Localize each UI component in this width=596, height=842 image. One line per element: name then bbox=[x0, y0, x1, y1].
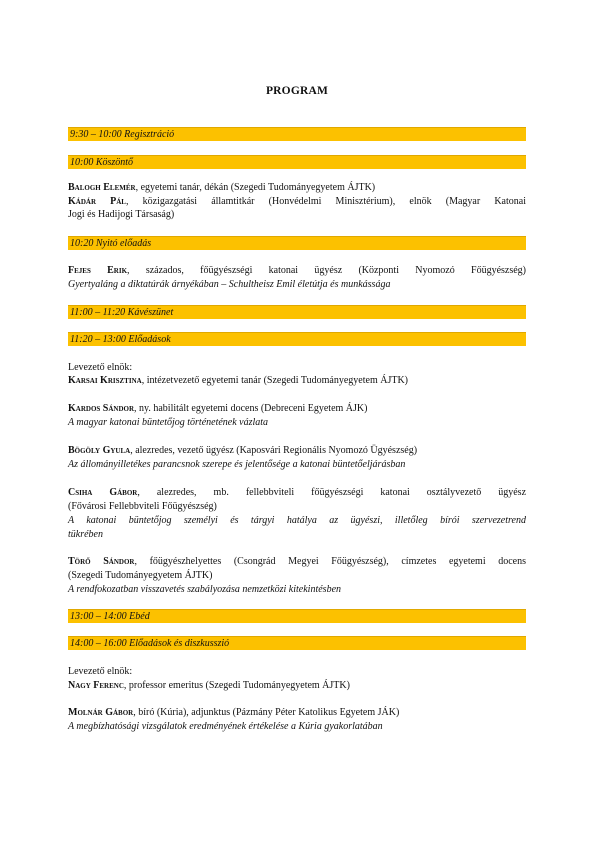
speaker-name: Csiha Gábor bbox=[68, 487, 138, 498]
speaker-name: Kádár Pál bbox=[68, 196, 126, 207]
speaker-desc: , közigazgatási államtitkár (Honvédelmi Minisztérium), elnök (Magyar Katonai bbox=[125, 196, 526, 207]
speaker-desc: , professor emeritus (Szegedi Tudományegyetem ÁJTK) bbox=[123, 680, 350, 691]
afternoon-talk-1: A megbízhatósági vizsgálatok eredményének értékelése a Kúria gyakorlatában bbox=[68, 721, 383, 732]
speaker-desc: , százados, főügyészségi katonai ügyész (Központi Nyomozó Főügyészség) bbox=[127, 265, 527, 276]
speaker-name: Törő Sándor bbox=[68, 556, 135, 567]
section-opening: 10:20 Nyitó előadás bbox=[68, 236, 526, 250]
page-title: PROGRAM bbox=[265, 85, 329, 97]
morning-talk-3: A katonai büntetőjog személyi és tárgyi hatálya az ügyészi, illetőleg bírói szervezetrend bbox=[68, 515, 526, 526]
afternoon-speaker-1 bbox=[68, 706, 526, 719]
speaker-name: Molnár Gábor bbox=[68, 707, 134, 718]
speaker-desc: , alezredes, vezető ügyész (Kaposvári Regionális Nyomozó Ügyészség) bbox=[130, 445, 418, 456]
morning-speaker-3 bbox=[68, 486, 526, 499]
morning-talk-3-cont: tükrében bbox=[68, 529, 103, 540]
speaker-desc: , alezredes, mb. fellebbviteli főügyészségi katonai osztályvezető ügyész bbox=[137, 487, 527, 498]
speaker-name: Balogh Elemér bbox=[68, 182, 136, 193]
opening-talk-title: Gyertyaláng a diktatúrák árnyékában – Schultheisz Emil életútja és munkássága bbox=[68, 279, 391, 290]
speaker-name: Kardos Sándor bbox=[68, 403, 135, 414]
section-lunch: 13:00 – 14:00 Ebéd bbox=[68, 609, 526, 623]
section-afternoon-talks: 14:00 – 16:00 Előadások és diszkusszió bbox=[68, 636, 526, 650]
morning-speaker-3-cont: (Fővárosi Fellebbviteli Főügyészség) bbox=[68, 501, 217, 512]
speaker-desc: , egyetemi tanár, dékán (Szegedi Tudományegyetem ÁJTK) bbox=[135, 182, 376, 193]
section-morning-talks: 11:20 – 13:00 Előadások bbox=[68, 332, 526, 346]
morning-talk-1: A magyar katonai büntetőjog történetének vázlata bbox=[68, 417, 269, 428]
speaker-desc: , intézetvezető egyetemi tanár (Szegedi Tudományegyetem ÁJTK) bbox=[141, 375, 408, 386]
afternoon-chair-label: Levezető elnök: bbox=[68, 666, 133, 677]
welcome-speaker-2 bbox=[68, 195, 526, 208]
speaker-name: Bögöly Gyula bbox=[68, 445, 131, 456]
welcome-speaker-1 bbox=[68, 181, 526, 194]
section-registration: 9:30 – 10:00 Regisztráció bbox=[68, 127, 526, 141]
welcome-speaker-2-cont: Jogi és Hadijogi Társaság) bbox=[68, 209, 175, 220]
speaker-desc: , bíró (Kúria), adjunktus (Pázmány Péter Katolikus Egyetem JÁK) bbox=[133, 707, 400, 718]
opening-speaker bbox=[68, 264, 526, 277]
speaker-desc: , ny. habilitált egyetemi docens (Debreceni Egyetem ÁJK) bbox=[134, 403, 368, 414]
speaker-name: Nagy Ferenc bbox=[68, 680, 124, 691]
speaker-name: Fejes Erik bbox=[68, 265, 128, 276]
speaker-desc: , főügyészhelyettes (Csongrád Megyei Főügyészség), címzetes egyetemi docens bbox=[134, 556, 526, 567]
morning-talk-4: A rendfokozatban visszavetés szabályozása nemzetközi kitekintésben bbox=[68, 584, 342, 595]
morning-chair bbox=[68, 374, 526, 387]
morning-speaker-2 bbox=[68, 444, 526, 457]
morning-speaker-4-cont: (Szegedi Tudományegyetem ÁJTK) bbox=[68, 570, 213, 581]
section-coffee-break: 11:00 – 11:20 Kávészünet bbox=[68, 305, 526, 319]
morning-chair-label: Levezető elnök: bbox=[68, 362, 133, 373]
morning-speaker-1 bbox=[68, 402, 526, 415]
section-welcome: 10:00 Köszöntő bbox=[68, 155, 526, 169]
morning-speaker-4 bbox=[68, 555, 526, 568]
speaker-name: Karsai Krisztina bbox=[68, 375, 142, 386]
morning-talk-2: Az állományilletékes parancsnok szerepe és jelentősége a katonai büntetőeljárásban bbox=[68, 459, 406, 470]
afternoon-chair bbox=[68, 679, 526, 692]
